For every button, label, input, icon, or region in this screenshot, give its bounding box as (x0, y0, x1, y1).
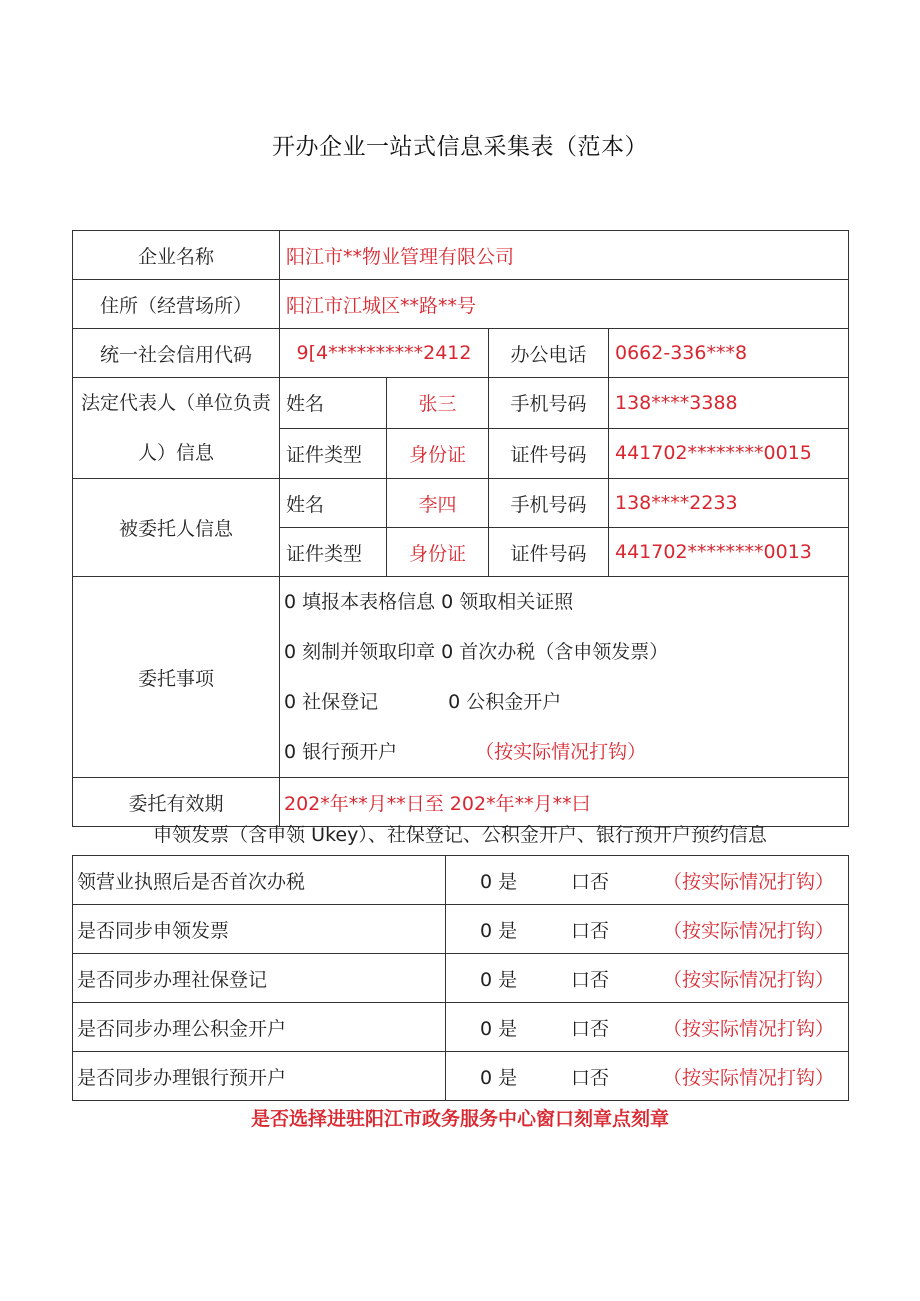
footer-note: 是否选择进驻阳江市政务服务中心窗口刻章点刻章 (250, 1108, 669, 1130)
entrust-line-4 (284, 727, 844, 777)
yes-checkbox[interactable]: 0 是 (480, 870, 518, 893)
no-checkbox[interactable]: 口否 (571, 1066, 610, 1089)
question-row (73, 954, 849, 1003)
agent-mobile-label: 手机号码 (489, 479, 609, 528)
legal-rep-id-no-value[interactable]: 441702********0015 (609, 428, 849, 479)
agent-mobile-value[interactable]: 138****2233 (609, 479, 849, 528)
info-table (72, 230, 849, 827)
credit-code-label: 统一社会信用代码 (73, 329, 280, 378)
no-checkbox[interactable]: 口否 (571, 968, 610, 991)
legal-rep-name-label: 姓名 (280, 378, 387, 429)
no-checkbox[interactable]: 口否 (571, 870, 610, 893)
agent-label: 被委托人信息 (73, 479, 280, 577)
check-note: （按实际情况打钩） (662, 1066, 834, 1089)
legal-rep-name-value[interactable]: 张三 (387, 378, 489, 429)
question-text: 是否同步办理银行预开户 (73, 1052, 446, 1101)
check-note: （按实际情况打钩） (662, 1017, 834, 1040)
no-checkbox[interactable]: 口否 (571, 1017, 610, 1040)
agent-id-type-value[interactable]: 身份证 (387, 528, 489, 577)
yes-checkbox[interactable]: 0 是 (480, 919, 518, 942)
legal-rep-mobile-value[interactable]: 138****3388 (609, 378, 849, 429)
legal-rep-label: 法定代表人（单位负责人）信息 (73, 378, 280, 479)
legal-rep-id-no-label: 证件号码 (489, 428, 609, 479)
question-text: 领营业执照后是否首次办税 (73, 856, 446, 905)
office-phone-value[interactable]: 0662-336***8 (609, 329, 849, 378)
check-note: （按实际情况打钩） (662, 968, 834, 991)
address-value[interactable]: 阳江市江城区**路**号 (280, 280, 849, 329)
validity-value[interactable]: 202*年**月**日至 202*年**月**曰 (280, 778, 849, 827)
agent-id-type-label: 证件类型 (280, 528, 387, 577)
company-name-label: 企业名称 (73, 231, 280, 280)
question-row (73, 856, 849, 905)
company-name-value[interactable]: 阳江市**物业管理有限公司 (280, 231, 849, 280)
agent-id-no-value[interactable]: 441702********0013 (609, 528, 849, 577)
entrust-note: （按实际情况打钩） (475, 741, 647, 763)
entrust-line-2[interactable]: 0 刻制并领取印章 0 首次办税（含申领发票） (284, 641, 669, 663)
yes-checkbox[interactable]: 0 是 (480, 1017, 518, 1040)
entrust-bank-account[interactable]: 0 银行预开户 (284, 741, 398, 763)
question-row (73, 1003, 849, 1052)
page-title: 开办企业一站式信息采集表（范本） (272, 134, 648, 160)
question-text: 是否同步办理社保登记 (73, 954, 446, 1003)
question-options (446, 1052, 849, 1101)
legal-rep-id-type-value[interactable]: 身份证 (387, 428, 489, 479)
address-label: 住所（经营场所） (73, 280, 280, 329)
check-note: （按实际情况打钩） (662, 870, 834, 893)
yes-checkbox[interactable]: 0 是 (480, 968, 518, 991)
entrust-options (280, 577, 849, 778)
question-options (446, 856, 849, 905)
section-subheading: 申领发票（含申领 Ukey）、社保登记、公积金开户、银行预开户预约信息 (153, 824, 767, 846)
entrust-social-security[interactable]: 0 社保登记 (284, 691, 379, 713)
validity-label: 委托有效期 (73, 778, 280, 827)
legal-rep-id-type-label: 证件类型 (280, 428, 387, 479)
question-text: 是否同步办理公积金开户 (73, 1003, 446, 1052)
entrust-housing-fund[interactable]: 0 公积金开户 (448, 691, 562, 713)
question-row (73, 1052, 849, 1101)
appointment-table (72, 855, 849, 1101)
entrust-line-1[interactable]: 0 填报本表格信息 0 领取相关证照 (284, 591, 574, 613)
credit-code-value[interactable]: 9[4**********2412 (280, 329, 489, 378)
question-options (446, 1003, 849, 1052)
question-text: 是否同步申领发票 (73, 905, 446, 954)
entrust-label: 委托事项 (73, 577, 280, 778)
question-options (446, 905, 849, 954)
legal-rep-mobile-label: 手机号码 (489, 378, 609, 429)
check-note: （按实际情况打钩） (662, 919, 834, 942)
no-checkbox[interactable]: 口否 (571, 919, 610, 942)
entrust-line-3 (284, 677, 844, 727)
yes-checkbox[interactable]: 0 是 (480, 1066, 518, 1089)
question-options (446, 954, 849, 1003)
agent-name-label: 姓名 (280, 479, 387, 528)
agent-name-value[interactable]: 李四 (387, 479, 489, 528)
office-phone-label: 办公电话 (489, 329, 609, 378)
agent-id-no-label: 证件号码 (489, 528, 609, 577)
question-row (73, 905, 849, 954)
